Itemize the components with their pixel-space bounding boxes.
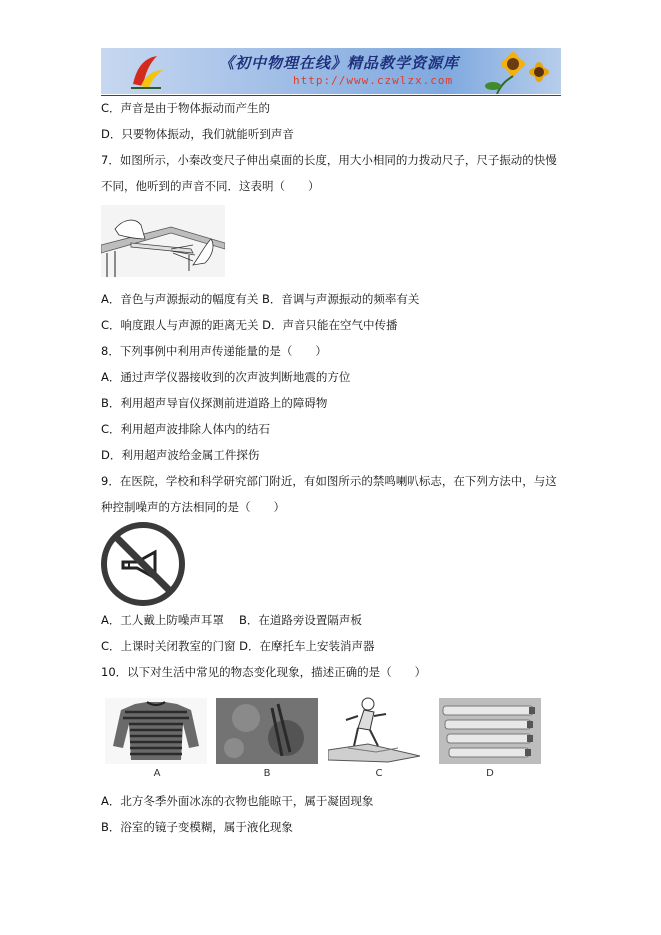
- figure-label-d: D: [486, 768, 494, 779]
- logo-icon: [127, 54, 167, 90]
- option-d: D．只要物体振动，我们就能听到声音: [101, 127, 294, 141]
- question-8-option-b: B．利用超声导盲仪探测前进道路上的障碍物: [101, 396, 328, 410]
- ruler-figure: [101, 205, 225, 277]
- ice-skater-image: [328, 694, 430, 764]
- question-9-line-2: 种控制噪声的方法相同的是（ ）: [101, 500, 285, 514]
- question-10-option-a: A．北方冬季外面冰冻的衣物也能晾干，属于凝固现象: [101, 794, 374, 808]
- option-c: C．声音是由于物体振动而产生的: [101, 101, 271, 115]
- sweater-image: [105, 698, 207, 764]
- figure-label-c: C: [375, 768, 383, 779]
- question-8-option-d: D．利用超声波给金属工件探伤: [101, 448, 260, 462]
- header-banner: [101, 48, 561, 94]
- question-9-line-1: 9．在医院，学校和科学研究部门附近，有如图所示的禁鸣喇叭标志，在下列方法中，与这: [101, 474, 557, 488]
- question-8-option-a: A．通过声学仪器接收到的次声波判断地震的方位: [101, 370, 351, 384]
- question-7-line-1: 7．如图所示，小秦改变尺子伸出桌面的长度，用大小相同的力拨动尺子，尺子振动的快慢: [101, 153, 557, 167]
- foggy-mirror-image: [216, 698, 318, 764]
- figure-label-a: A: [153, 768, 161, 779]
- question-9-options-ab: A．工人戴上防噪声耳罩 B．在道路旁设置隔声板: [101, 613, 362, 627]
- sunflower-icon: [477, 50, 559, 94]
- question-7-options-ab: A．音色与声源振动的幅度有关 B．音调与声源振动的频率有关: [101, 292, 420, 306]
- question-10-option-b: B．浴室的镜子变模糊，属于液化现象: [101, 820, 293, 834]
- banner-url: http://www.czwlzx.com: [293, 74, 454, 87]
- fluorescent-tubes-image: [439, 698, 541, 764]
- question-8-option-c: C．利用超声波排除人体内的结石: [101, 422, 271, 436]
- header-rule: [101, 95, 561, 96]
- question-9-options-cd: C．上课时关闭教室的门窗 D．在摩托车上安装消声器: [101, 639, 375, 653]
- banner-title: 《初中物理在线》精品教学资源库: [219, 54, 460, 72]
- question-7-options-cd: C．响度跟人与声源的距离无关 D．声音只能在空气中传播: [101, 318, 398, 332]
- question-10: 10．以下对生活中常见的物态变化现象，描述正确的是（ ）: [101, 665, 427, 679]
- figure-label-b: B: [263, 768, 271, 779]
- question-7-line-2: 不同，他听到的声音不同．这表明（ ）: [101, 179, 320, 193]
- question-8: 8．下列事例中利用声传递能量的是（ ）: [101, 344, 327, 358]
- no-horn-sign-icon: [101, 522, 185, 606]
